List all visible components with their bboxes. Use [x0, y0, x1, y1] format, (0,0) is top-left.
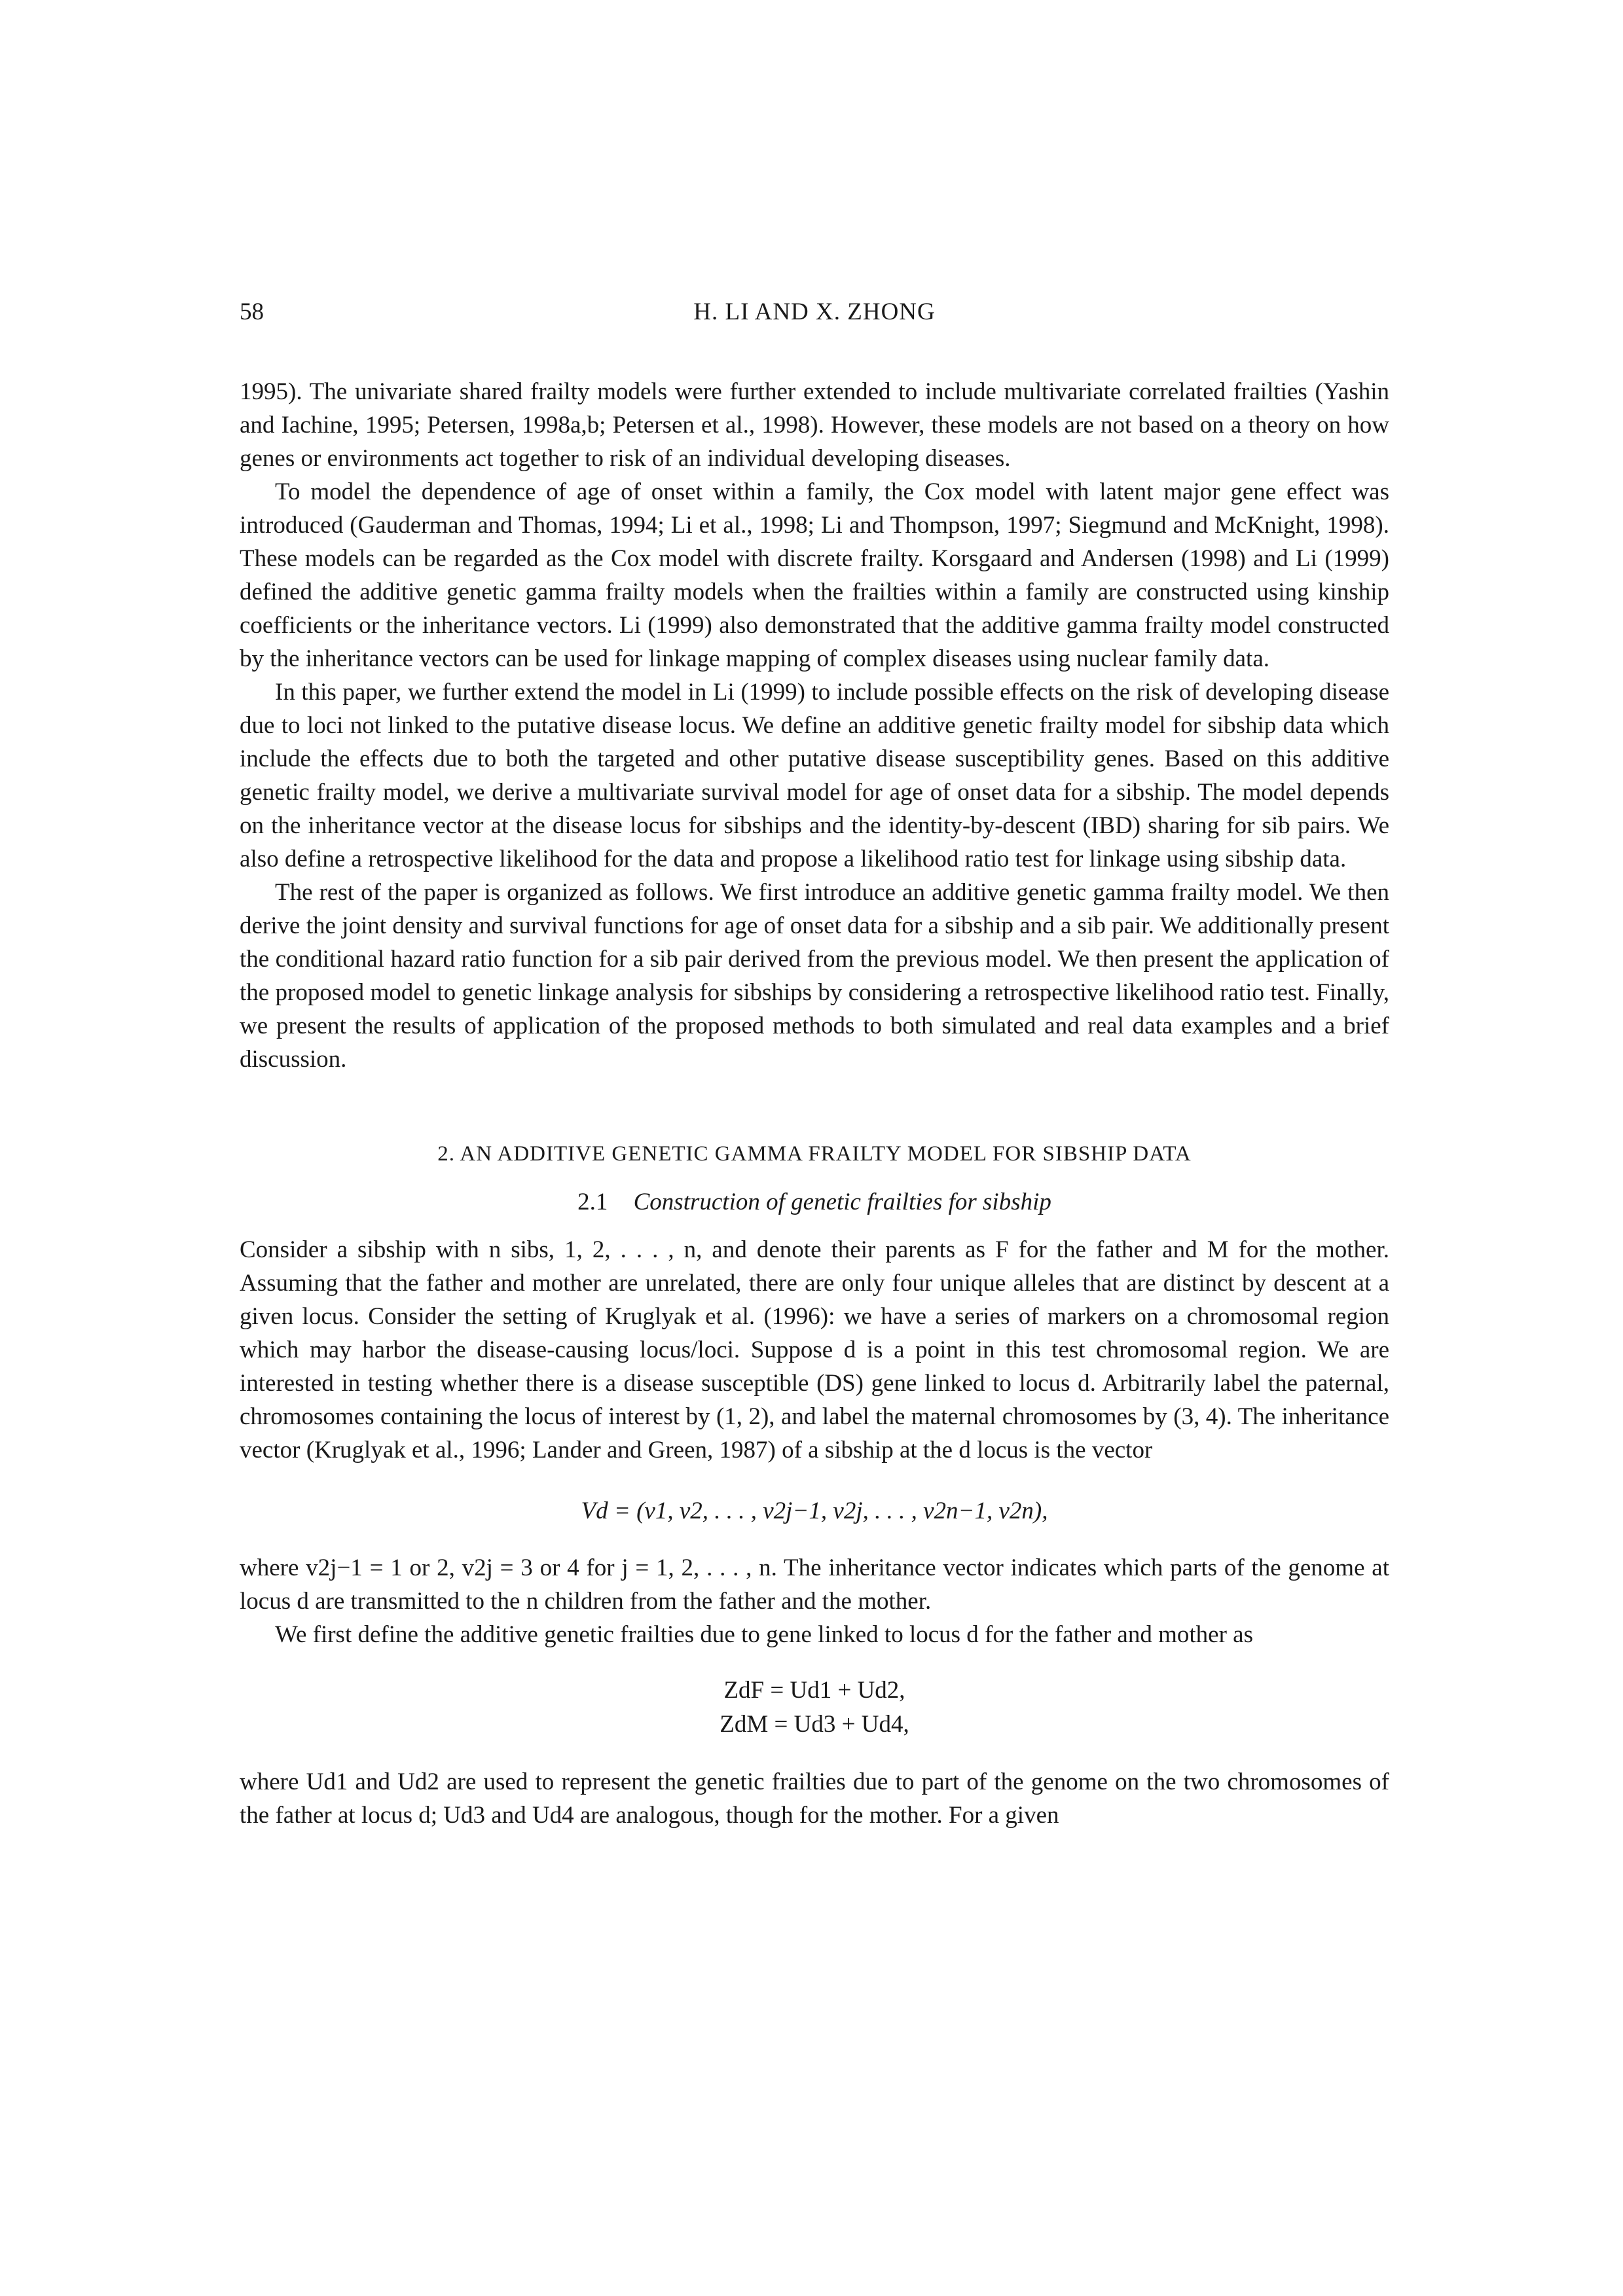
section-number: 2.: [437, 1142, 455, 1166]
equation-inheritance-vector: [240, 1494, 1389, 1528]
equation-z-dM: ZdM = Ud3 + Ud4,: [720, 1711, 909, 1738]
subsection-number: 2.1: [577, 1189, 608, 1215]
page-number: 58: [240, 298, 264, 325]
body-text: [240, 375, 1389, 1832]
paragraph-8: where Ud1 and Ud2 are used to represent the genetic frailties due to part of the genome on the two chromosomes of the father at locus d; Ud3 and Ud4 are analogous, though for the mother. For a given: [240, 1768, 1389, 1829]
paragraph-5: Consider a sibship with n sibs, 1, 2, . . . , n, and denote their parents as F for the father and M for the mother. Assuming that the father and mother are unrelated, there are only four unique alleles that are distinct by descent at a given locus. Consider the setting of Kruglyak et al. (1996): we have a series of markers on a chromosomal region which may harbor the disease-causing locus/loci. Suppose d is a point in this test chromosomal region. We are interested in testing whether there is a disease susceptible (DS) gene linked to locus d. Arbitrarily label the paternal, chromosomes containing the locus of interest by (1, 2), and label the maternal chromosomes by (3, 4). The inheritance vector (Kruglyak et al., 1996; Lander and Green, 1987) of a sibship at the d locus is the vector: [240, 1236, 1389, 1463]
equation-inheritance-vector-text: Vd = (v1, v2, . . . , v2j−1, v2j, . . . , v2n−1, v2n),: [581, 1498, 1048, 1524]
paragraph-1: 1995). The univariate shared frailty models were further extended to include multivariate correlated frailties (Yashin and Iachine, 1995; Petersen, 1998a,b; Petersen et al., 1998). However, these models are not based on a theory on how genes or environments act together to risk of an individual developing diseases.: [240, 378, 1389, 472]
paragraph-4: The rest of the paper is organized as follows. We first introduce an additive genetic gamma frailty model. We then derive the joint density and survival functions for age of onset data for a sibship and a sib pair. We additionally present the conditional hazard ratio function for a sib pair derived from the previous model. We then present the application of the proposed model to genetic linkage analysis for sibships by considering a retrospective likelihood ratio test. Finally, we present the results of application of the proposed methods to both simulated and real data examples and a brief discussion.: [240, 879, 1389, 1073]
section-heading: [240, 1138, 1389, 1171]
subsection-title: Construction of genetic frailties for sibship: [633, 1189, 1051, 1215]
equation-z-dF: ZdF = Ud1 + Ud2,: [723, 1677, 905, 1704]
paragraph-2: To model the dependence of age of onset within a family, the Cox model with latent major gene effect was introduced (Gauderman and Thomas, 1994; Li et al., 1998; Li and Thompson, 1997; Siegmund and McKnight, 1998). These models can be regarded as the Cox model with discrete frailty. Korsgaard and Andersen (1998) and Li (1999) defined the additive genetic gamma frailty models when the frailties within a family are constructed using kinship coefficients or the inheritance vectors. Li (1999) also demonstrated that the additive gamma frailty model constructed by the inheritance vectors can be used for linkage mapping of complex diseases using nuclear family data.: [240, 478, 1389, 672]
running-header: [240, 298, 1389, 337]
paragraph-3: In this paper, we further extend the model in Li (1999) to include possible effects on the risk of developing disease due to loci not linked to the putative disease locus. We define an additive genetic frailty model for sibship data which include the effects due to both the targeted and other putative disease susceptibility genes. Based on this additive genetic frailty model, we derive a multivariate survival model for age of onset data for a sibship. The model depends on the inheritance vector at the disease locus for sibships and the identity-by-descent (IBD) sharing for sib pairs. We also define a retrospective likelihood for the data and propose a likelihood ratio test for linkage using sibship data.: [240, 679, 1389, 872]
paragraph-7: We first define the additive genetic frailties due to gene linked to locus d for the father and mother as: [275, 1621, 1253, 1648]
equation-frailties: [240, 1674, 1389, 1742]
section-title: AN ADDITIVE GENETIC GAMMA FRAILTY MODEL FOR SIBSHIP DATA: [460, 1142, 1192, 1166]
running-title: H. LI AND X. ZHONG: [693, 298, 936, 325]
paragraph-6: where v2j−1 = 1 or 2, v2j = 3 or 4 for j = 1, 2, . . . , n. The inheritance vector indicates which parts of the genome at locus d are transmitted to the n children from the father and the mother.: [240, 1554, 1389, 1615]
subsection-heading: [240, 1185, 1389, 1219]
